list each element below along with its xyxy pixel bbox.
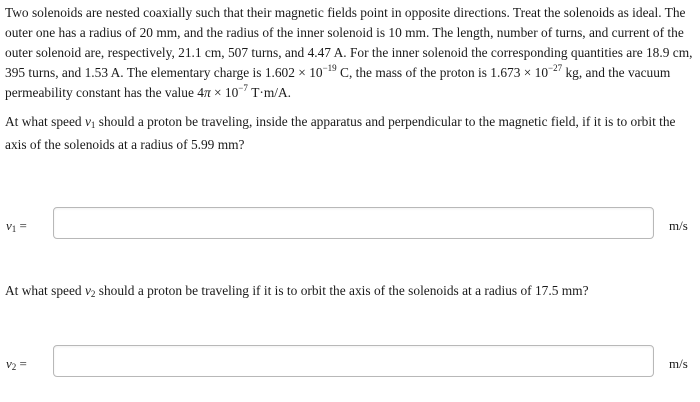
problem-text-part: C, the mass of the proton is 1.673 × 10 <box>336 65 549 80</box>
variable-subscript: 1 <box>11 224 17 234</box>
question-text-part: At what speed <box>5 114 85 129</box>
problem-text-part: kg, and the vacuum permeability constant has the value 4 <box>5 65 671 100</box>
variable-v2 <box>85 283 95 298</box>
equals-sign: = <box>16 218 27 233</box>
answer-row-1 <box>0 207 700 243</box>
answer-1-label <box>6 216 27 239</box>
problem-text-part: Two solenoids are nested coaxially such that their magnetic fields point in opposite directions. Treat the solenoids as ideal. The outer one has a radius of 20 mm, and the radius of the inner solenoid is 10 mm. The length, number of turns, and current of the outer solenoid are, respectively, 21.1 cm, 507 turns, and 4.47 A. For the inner solenoid the corresponding quantities are 18.9 cm, 395 turns, and 1.53 A. The elementary charge is 1.602 × 10 <box>5 5 693 80</box>
variable-letter: v <box>84 283 91 298</box>
variable-subscript: 1 <box>90 120 96 130</box>
answer-2-unit: m/s <box>669 356 688 371</box>
variable-letter: v <box>6 218 12 233</box>
equals-sign: = <box>16 356 27 371</box>
answer-2-label <box>6 354 27 377</box>
answer-row-2 <box>0 345 700 381</box>
problem-statement <box>5 3 695 103</box>
variable-subscript: 2 <box>90 289 96 299</box>
answer-1-input[interactable] <box>53 207 654 239</box>
variable-letter: v <box>84 114 91 129</box>
question-1-text <box>5 112 695 155</box>
answer-1-unit: m/s <box>669 218 688 233</box>
question-2-text <box>5 281 695 304</box>
mu-exponent: −7 <box>238 83 248 93</box>
pi-symbol: π <box>203 85 211 100</box>
problem-text-part: T·m/A. <box>247 85 292 100</box>
mass-exponent: −27 <box>548 63 563 73</box>
question-text-part: should a proton be traveling if it is to orbit the axis of the solenoids at a radius of 17.5 mm? <box>95 283 589 298</box>
charge-exponent: −19 <box>322 63 337 73</box>
question-text-part: At what speed <box>5 283 85 298</box>
variable-v1 <box>85 114 95 129</box>
answer-2-input[interactable] <box>53 345 654 377</box>
question-text-part: should a proton be traveling, inside the apparatus and perpendicular to the magnetic field, if it is to orbit the axis of the solenoids at a radius of 5.99 mm? <box>5 114 676 152</box>
variable-letter: v <box>6 356 12 371</box>
variable-subscript: 2 <box>11 362 17 372</box>
problem-text-part: × 10 <box>210 85 239 100</box>
